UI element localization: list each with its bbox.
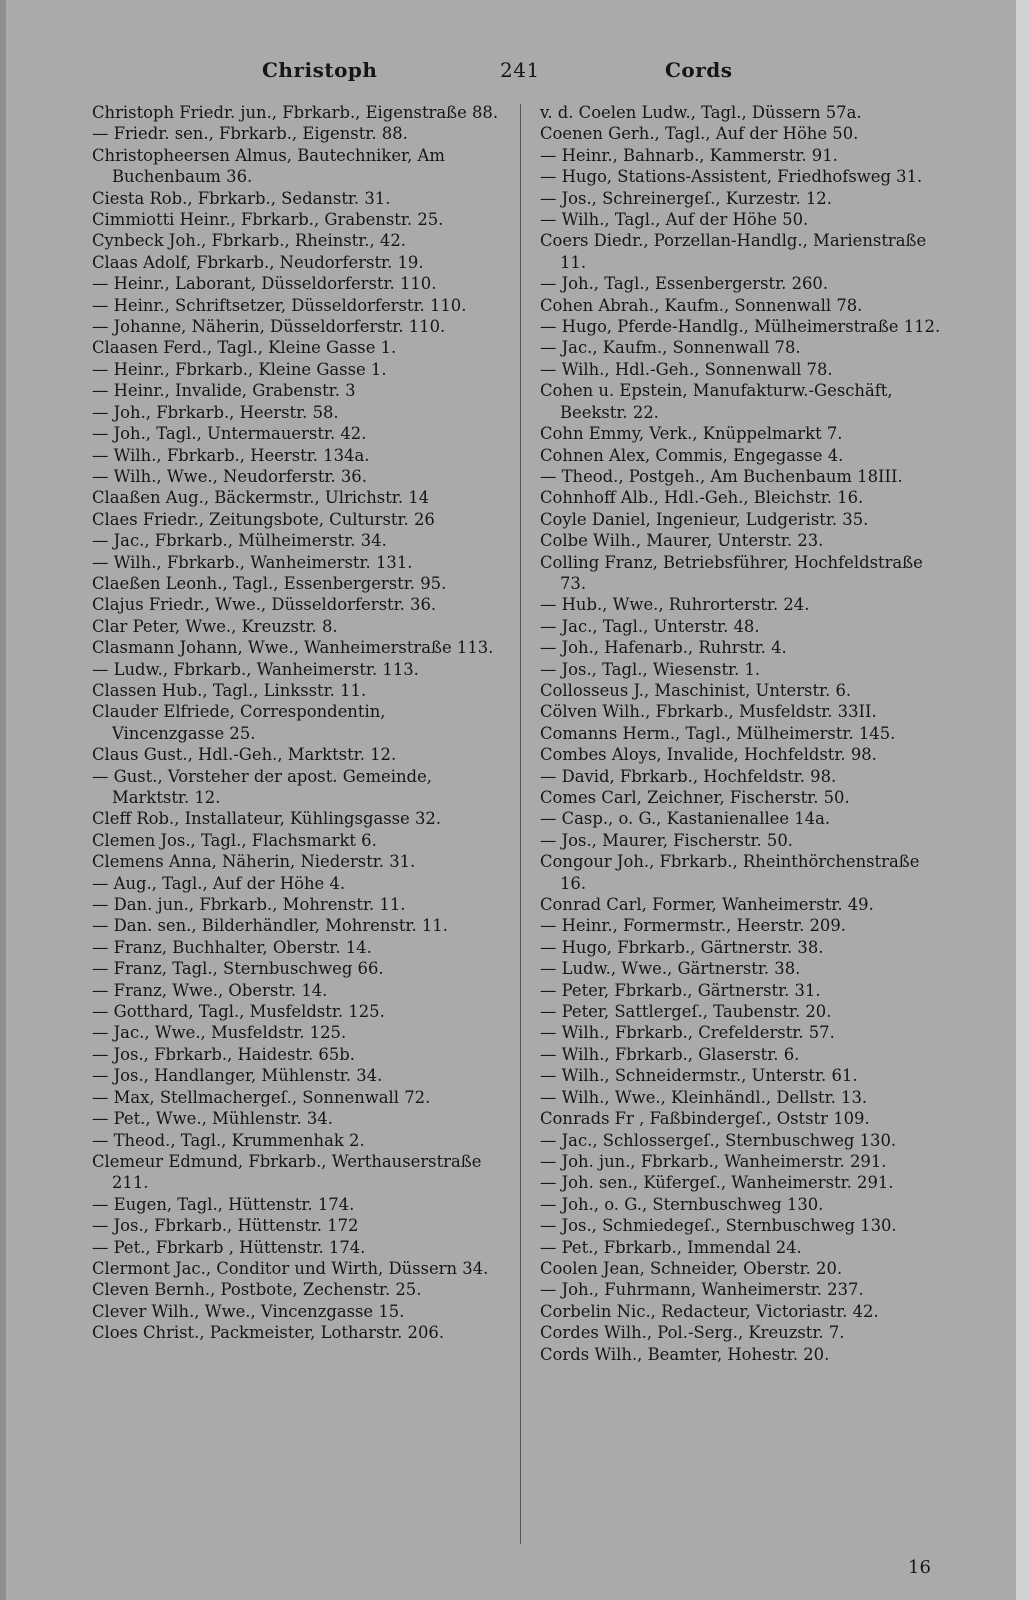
directory-entry: Classen Hub., Tagl., Linksstr. 11. xyxy=(92,680,367,700)
directory-entry: — Hugo, Fbrkarb., Gärtnerstr. 38. xyxy=(540,937,824,957)
directory-entry: — Jac., Wwe., Musfeldstr. 125. xyxy=(92,1023,347,1043)
directory-entry: — Joh. sen., Küfergeſ., Wanheimerstr. 291. xyxy=(540,1173,894,1193)
directory-entry: Clemens Anna, Näherin, Niederstr. 31. xyxy=(92,852,416,872)
directory-entry: Comanns Herm., Tagl., Mülheimerstr. 145. xyxy=(540,723,896,743)
directory-entry: — Wilh., Schneidermstr., Unterstr. 61. xyxy=(540,1066,858,1086)
directory-entry: — Dan. jun., Fbrkarb., Mohrenstr. 11. xyxy=(92,895,406,915)
directory-entry: — Wilh., Fbrkarb., Crefelderstr. 57. xyxy=(540,1023,835,1043)
page-right-edge xyxy=(1016,0,1030,1600)
directory-entry: — David, Fbrkarb., Hochfeldstr. 98. xyxy=(540,766,837,786)
directory-entry: — Dan. sen., Bilderhändler, Mohrenstr. 11. xyxy=(92,916,448,936)
directory-entry: Cynbeck Joh., Fbrkarb., Rheinstr., 42. xyxy=(92,231,406,251)
directory-entry: — Joh., Fuhrmann, Wanheimerstr. 237. xyxy=(540,1280,864,1300)
directory-entry: — Wilh., Hdl.-Geh., Sonnenwall 78. xyxy=(540,359,833,379)
directory-entry: Clermont Jac., Conditor und Wirth, Düssern 34. xyxy=(92,1258,489,1278)
header-page-number: 241 xyxy=(500,58,540,82)
header-right-keyword: Cords xyxy=(665,58,733,82)
directory-entry: Christoph Friedr. jun., Fbrkarb., Eigenstraße 88. xyxy=(92,103,499,122)
directory-entry: — Jos., Schmiedegeſ., Sternbuschweg 130. xyxy=(540,1216,897,1236)
directory-entry: — Jos., Fbrkarb., Hüttenstr. 172 xyxy=(92,1216,359,1236)
directory-entry: Cimmiotti Heinr., Fbrkarb., Grabenstr. 25. xyxy=(92,210,444,230)
directory-entry: Clever Wilh., Wwe., Vincenzgasse 15. xyxy=(92,1301,405,1321)
directory-entry: Claus Gust., Hdl.-Geh., Marktstr. 12. xyxy=(92,745,397,765)
directory-entry: — Pet., Fbrkarb., Immendal 24. xyxy=(540,1237,802,1257)
directory-entry: Cohnhoff Alb., Hdl.-Geh., Bleichstr. 16. xyxy=(540,488,864,508)
directory-entry: Congour Joh., Fbrkarb., Rheinthörchenstraße 16. xyxy=(540,852,920,893)
directory-entry: — Joh., Tagl., Essenbergerstr. 260. xyxy=(540,274,829,294)
directory-entry: Claeßen Leonh., Tagl., Essenbergerstr. 95. xyxy=(92,573,447,593)
directory-entry: — Theod., Postgeh., Am Buchenbaum 18III. xyxy=(540,466,903,486)
directory-entry: — Joh., Tagl., Untermauerstr. 42. xyxy=(92,424,367,444)
directory-entry: Collosseus J., Maschinist, Unterstr. 6. xyxy=(540,680,852,700)
directory-entry: Clemeur Edmund, Fbrkarb., Werthauserstraße 211. xyxy=(92,1151,482,1193)
directory-entry: — Peter, Fbrkarb., Gärtnerstr. 31. xyxy=(540,980,821,1000)
directory-entry: v. d. Coelen Ludw., Tagl., Düssern 57a. xyxy=(540,103,862,122)
directory-entry: Coers Diedr., Porzellan-Handlg., Marienstraße 11. xyxy=(540,231,927,272)
header-left-keyword: Christoph xyxy=(262,58,378,82)
directory-entry: — Wilh., Fbrkarb., Heerstr. 134a. xyxy=(92,445,370,465)
directory-entry: — Heinr., Bahnarb., Kammerstr. 91. xyxy=(540,145,838,165)
directory-entry: Claas Adolf, Fbrkarb., Neudorferstr. 19. xyxy=(92,252,424,272)
directory-entry: Comes Carl, Zeichner, Fischerstr. 50. xyxy=(540,788,850,807)
directory-entry: — Wilh., Wwe., Kleinhändl., Dellstr. 13. xyxy=(540,1087,868,1107)
directory-entry: Clasmann Johann, Wwe., Wanheimerstraße 113. xyxy=(92,638,494,658)
directory-entry: Christopheersen Almus, Bautechniker, Am Buchenbaum 36. xyxy=(92,145,445,187)
directory-entry: — Wilh., Wwe., Neudorferstr. 36. xyxy=(92,466,367,486)
directory-entry: Clajus Friedr., Wwe., Düsseldorferstr. 36. xyxy=(92,595,437,615)
directory-entry: — Hub., Wwe., Ruhrorterstr. 24. xyxy=(540,595,810,615)
directory-entry: Cölven Wilh., Fbrkarb., Musfeldstr. 33II. xyxy=(540,702,877,722)
directory-entry: — Hugo, Stations-Assistent, Friedhofsweg 31. xyxy=(540,167,923,187)
directory-entry: — Jac., Schlossergeſ., Sternbuschweg 130. xyxy=(540,1130,897,1150)
directory-entry: — Jac., Kaufm., Sonnenwall 78. xyxy=(540,338,801,358)
directory-entry: — Joh. jun., Fbrkarb., Wanheimerstr. 291. xyxy=(540,1151,887,1171)
directory-entry: Combes Aloys, Invalide, Hochfeldstr. 98. xyxy=(540,745,877,765)
directory-entry: — Heinr., Invalide, Grabenstr. 3 xyxy=(92,381,356,401)
left-column xyxy=(92,102,502,1344)
running-header xyxy=(60,58,1010,92)
column-divider xyxy=(520,104,521,1544)
directory-entry: — Franz, Wwe., Oberstr. 14. xyxy=(92,980,328,1000)
directory-entry: — Pet., Fbrkarb , Hüttenstr. 174. xyxy=(92,1237,366,1257)
directory-entry: — Theod., Tagl., Krummenhak 2. xyxy=(92,1130,365,1150)
directory-entry: — Joh., o. G., Sternbuschweg 130. xyxy=(540,1194,824,1214)
directory-entry: — Wilh., Tagl., Auf der Höhe 50. xyxy=(540,210,809,230)
directory-entry: Conrad Carl, Former, Wanheimerstr. 49. xyxy=(540,895,874,915)
directory-entry: Cohn Emmy, Verk., Knüppelmarkt 7. xyxy=(540,424,843,444)
directory-entry: — Ludw., Wwe., Gärtnerstr. 38. xyxy=(540,959,801,979)
directory-entry: Cords Wilh., Beamter, Hohestr. 20. xyxy=(540,1344,830,1364)
directory-entry: — Jos., Fbrkarb., Haidestr. 65b. xyxy=(92,1044,355,1064)
directory-entry: — Franz, Buchhalter, Oberstr. 14. xyxy=(92,937,372,957)
directory-entry: — Jos., Schreinergeſ., Kurzestr. 12. xyxy=(540,188,832,208)
directory-entry: Cloes Christ., Packmeister, Lotharstr. 206. xyxy=(92,1323,445,1343)
directory-entry: — Casp., o. G., Kastanienallee 14a. xyxy=(540,809,831,829)
directory-entry: Clemen Jos., Tagl., Flachsmarkt 6. xyxy=(92,830,377,850)
page-spine-shadow xyxy=(0,0,6,1600)
directory-entry: — Jac., Fbrkarb., Mülheimerstr. 34. xyxy=(92,531,387,551)
directory-entry: — Eugen, Tagl., Hüttenstr. 174. xyxy=(92,1194,355,1214)
signature-mark: 16 xyxy=(908,1557,931,1578)
directory-entry: Claasen Ferd., Tagl., Kleine Gasse 1. xyxy=(92,338,397,358)
directory-entry: Colbe Wilh., Maurer, Unterstr. 23. xyxy=(540,531,824,551)
directory-entry: — Max, Stellmachergeſ., Sonnenwall 72. xyxy=(92,1087,431,1107)
directory-entry: — Jos., Maurer, Fischerstr. 50. xyxy=(540,830,793,850)
directory-entry: — Peter, Sattlergeſ., Taubenstr. 20. xyxy=(540,1002,832,1022)
directory-entry: — Pet., Wwe., Mühlenstr. 34. xyxy=(92,1109,333,1129)
directory-entry: — Jac., Tagl., Unterstr. 48. xyxy=(540,616,760,636)
directory-entry: — Heinr., Laborant, Düsseldorferstr. 110. xyxy=(92,274,437,294)
directory-entry: — Aug., Tagl., Auf der Höhe 4. xyxy=(92,873,346,893)
directory-entry: Cleven Bernh., Postbote, Zechenstr. 25. xyxy=(92,1280,422,1300)
directory-entry: Coyle Daniel, Ingenieur, Ludgeristr. 35. xyxy=(540,509,869,529)
directory-entry: Conrads Fr , Faßbindergeſ., Oststr 109. xyxy=(540,1109,870,1129)
directory-entry: Claaßen Aug., Bäckermstr., Ulrichstr. 14 xyxy=(92,488,430,508)
directory-entry: Claes Friedr., Zeitungsbote, Culturstr. 26 xyxy=(92,509,435,529)
directory-entry: Cleff Rob., Installateur, Kühlingsgasse 32. xyxy=(92,809,442,829)
directory-entry: — Friedr. sen., Fbrkarb., Eigenstr. 88. xyxy=(92,124,408,144)
directory-entry: — Heinr., Formermstr., Heerstr. 209. xyxy=(540,916,846,936)
directory-entry: Coenen Gerh., Tagl., Auf der Höhe 50. xyxy=(540,124,859,144)
directory-entry: — Franz, Tagl., Sternbuschweg 66. xyxy=(92,959,384,979)
directory-entry: — Heinr., Schriftsetzer, Düsseldorferstr. 110. xyxy=(92,295,467,315)
directory-entry: Cohnen Alex, Commis, Engegasse 4. xyxy=(540,445,844,465)
directory-entry: — Wilh., Fbrkarb., Wanheimerstr. 131. xyxy=(92,552,413,572)
directory-entry: Cohen u. Epstein, Manufakturw.-Geschäft, Beekstr. 22. xyxy=(540,381,893,422)
directory-entry: Ciesta Rob., Fbrkarb., Sedanstr. 31. xyxy=(92,188,391,208)
directory-entry: — Gotthard, Tagl., Musfeldstr. 125. xyxy=(92,1002,385,1022)
directory-entry: — Joh., Fbrkarb., Heerstr. 58. xyxy=(92,402,339,422)
directory-entry: Clauder Elfriede, Correspondentin, Vincenzgasse 25. xyxy=(92,702,386,743)
directory-entry: — Jos., Handlanger, Mühlenstr. 34. xyxy=(92,1066,383,1086)
directory-entry: — Johanne, Näherin, Düsseldorferstr. 110. xyxy=(92,317,446,337)
directory-entry: Cohen Abrah., Kaufm., Sonnenwall 78. xyxy=(540,295,863,315)
directory-entry: Cordes Wilh., Pol.-Serg., Kreuzstr. 7. xyxy=(540,1323,845,1343)
directory-entry: — Hugo, Pferde-Handlg., Mülheimerstraße 112. xyxy=(540,317,941,337)
directory-entry: Colling Franz, Betriebsführer, Hochfeldstraße 73. xyxy=(540,552,923,593)
directory-entry: Corbelin Nic., Redacteur, Victoriastr. 42. xyxy=(540,1301,879,1321)
directory-entry: — Heinr., Fbrkarb., Kleine Gasse 1. xyxy=(92,359,387,379)
directory-entry: — Jos., Tagl., Wiesenstr. 1. xyxy=(540,659,761,679)
directory-entry: Clar Peter, Wwe., Kreuzstr. 8. xyxy=(92,616,338,636)
directory-entry: Coolen Jean, Schneider, Oberstr. 20. xyxy=(540,1258,843,1278)
right-column xyxy=(540,102,950,1365)
directory-entry: — Wilh., Fbrkarb., Glaserstr. 6. xyxy=(540,1044,800,1064)
directory-entry: — Joh., Hafenarb., Ruhrstr. 4. xyxy=(540,638,787,658)
directory-entry: — Gust., Vorsteher der apost. Gemeinde, Marktstr. 12. xyxy=(92,766,432,807)
directory-entry: — Ludw., Fbrkarb., Wanheimerstr. 113. xyxy=(92,659,419,679)
